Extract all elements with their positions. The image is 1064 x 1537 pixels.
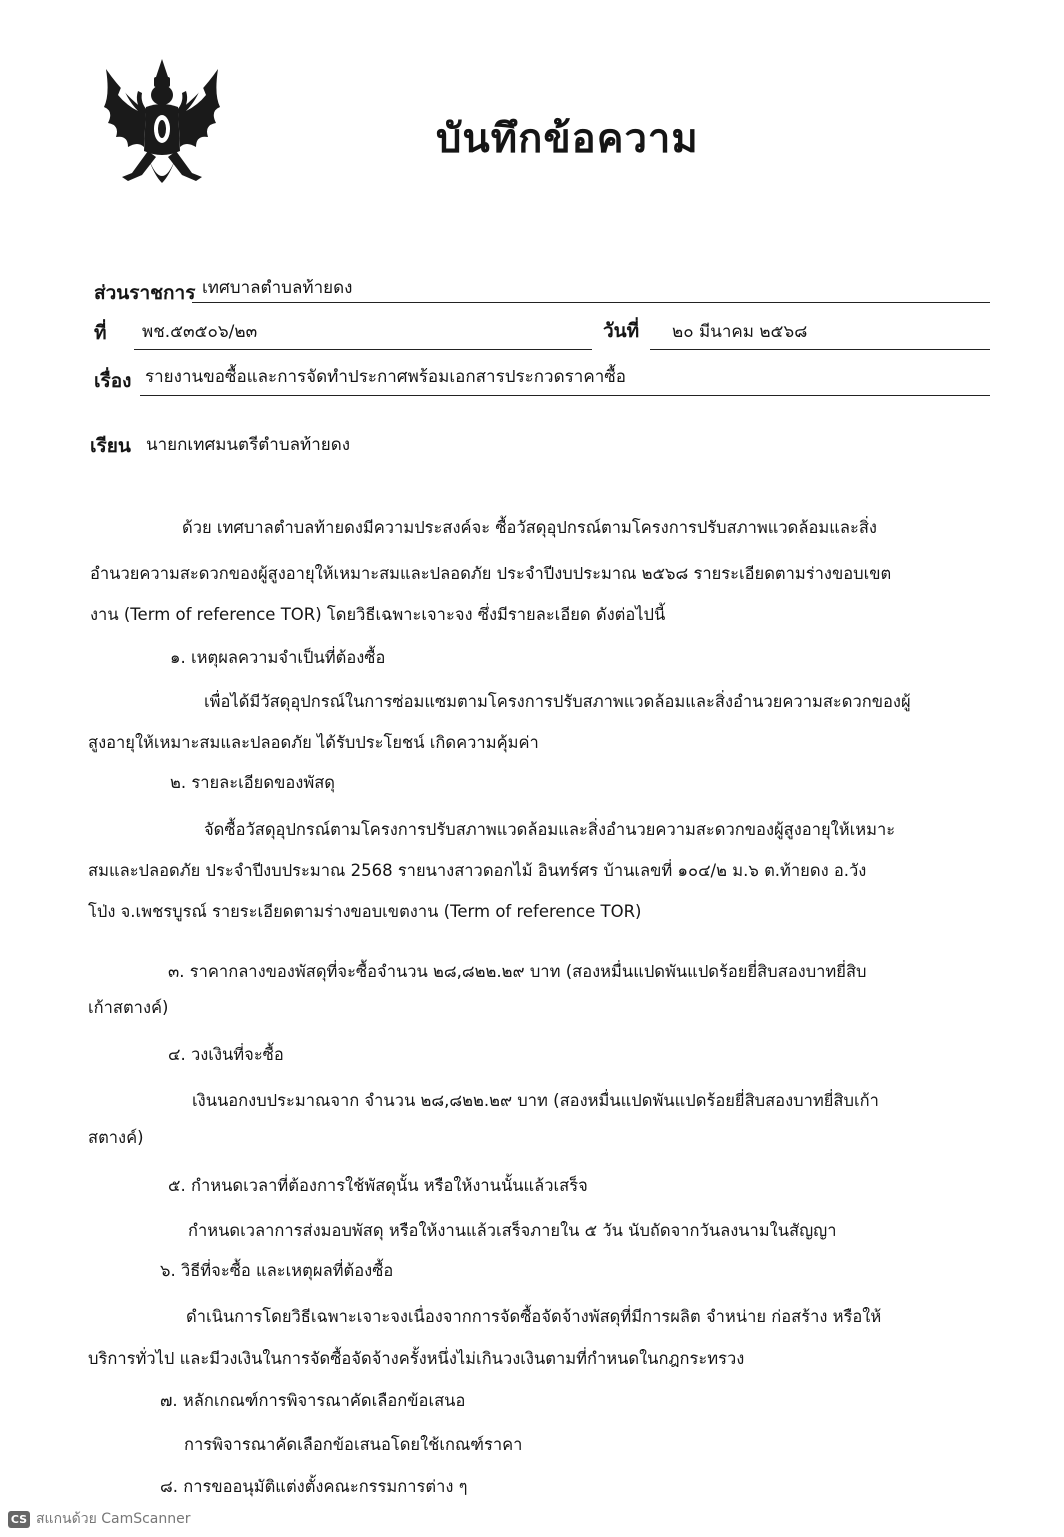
to-label: เรียน [90,435,131,457]
section-2-heading: ๒. รายละเอียดของพัสดุ [170,773,335,792]
agency-label: ส่วนราชการ [94,282,196,304]
to-value: นายกเทศมนตรีตำบลท้ายดง [146,435,351,455]
reference-rule [134,349,592,350]
section-2-line: จัดซื้อวัสดุอุปกรณ์ตามโครงการปรับสภาพแวดล้อมและสิ่งอำนวยความสะดวกของผู้สูงอายุให้เหมาะ [204,820,896,839]
reference-label: ที่ [94,322,107,344]
subject-label: เรื่อง [94,370,132,392]
subject-value: รายงานขอซื้อและการจัดทำประกาศพร้อมเอกสารประกวดราคาซื้อ [145,367,626,387]
garuda-emblem-icon [98,55,226,200]
section-2-line: สมและปลอดภัย ประจำปีงบประมาณ 2568 รายนางสาวดอกไม้ อินทร์ศร บ้านเลขที่ ๑๐๔/๒ ม.๖ ต.ท้ายดง อ.วัง [88,861,867,880]
intro-line: งาน (Term of reference TOR) โดยวิธีเฉพาะเจาะจง ซึ่งมีรายละเอียด ดังต่อไปนี้ [90,605,666,624]
reference-number: พช.๕๓๕๐๖/๒๓ [142,322,258,342]
section-6-line: ดำเนินการโดยวิธีเฉพาะเจาะจงเนื่องจากการจัดซื้อจัดจ้างพัสดุที่มีการผลิต จำหน่าย ก่อสร้าง หรือให้ [186,1307,882,1326]
section-3-line: เก้าสตางค์) [88,998,169,1017]
section-7-heading: ๗. หลักเกณฑ์การพิจารณาคัดเลือกข้อเสนอ [160,1391,466,1410]
section-6-heading: ๖. วิธีที่จะซื้อ และเหตุผลที่ต้องซื้อ [160,1261,394,1280]
subject-rule [140,395,990,396]
section-4-heading: ๔. วงเงินที่จะซื้อ [168,1045,284,1064]
section-8-heading: ๘. การขออนุมัติแต่งตั้งคณะกรรมการต่าง ๆ [160,1477,468,1496]
section-4-line: เงินนอกงบประมาณจาก จำนวน ๒๘,๘๒๒.๒๙ บาท (สองหมื่นแปดพันแปดร้อยยี่สิบสองบาทยี่สิบเก้า [192,1091,879,1110]
section-4-line: สตางค์) [88,1128,144,1147]
date-rule [650,349,990,350]
section-6-line: บริการทั่วไป และมีวงเงินในการจัดซื้อจัดจ้างครั้งหนึ่งไม่เกินวงเงินตามที่กำหนดในกฎกระทรวง [88,1349,745,1368]
document-title: บันทึกข้อความ [436,116,699,162]
section-1-line: เพื่อได้มีวัสดุอุปกรณ์ในการซ่อมแซมตามโครงการปรับสภาพแวดล้อมและสิ่งอำนวยความสะดวกของผู้ [204,692,911,711]
agency-rule [192,302,990,303]
section-7-line: การพิจารณาคัดเลือกข้อเสนอโดยใช้เกณฑ์ราคา [184,1435,523,1454]
section-3-line: ๓. ราคากลางของพัสดุที่จะซื้อจำนวน ๒๘,๘๒๒.๒๙ บาท (สองหมื่นแปดพันแปดร้อยยี่สิบสองบาทยี่สิบ [168,962,867,981]
intro-line: อำนวยความสะดวกของผู้สูงอายุให้เหมาะสมและปลอดภัย ประจำปีงบประมาณ ๒๕๖๘ รายระเอียดตามร่างขอบเขต [90,564,892,583]
section-1-heading: ๑. เหตุผลความจำเป็นที่ต้องซื้อ [170,648,386,667]
date-label: วันที่ [603,320,640,342]
section-5-line: กำหนดเวลาการส่งมอบพัสดุ หรือให้งานแล้วเสร็จภายใน ๕ วัน นับถัดจากวันลงนามในสัญญา [188,1221,837,1240]
camscanner-text: สแกนด้วย CamScanner [36,1511,191,1527]
section-2-line: โป่ง จ.เพชรบูรณ์ รายระเอียดตามร่างขอบเขตงาน (Term of reference TOR) [88,902,642,921]
section-5-heading: ๕. กำหนดเวลาที่ต้องการใช้พัสดุนั้น หรือให้งานนั้นแล้วเสร็จ [168,1176,588,1195]
camscanner-logo-icon: CS [8,1511,30,1528]
agency-value: เทศบาลตำบลท้ายดง [202,278,353,298]
section-1-line: สูงอายุให้เหมาะสมและปลอดภัย ได้รับประโยชน์ เกิดความคุ้มค่า [88,733,539,752]
date-value: ๒๐ มีนาคม ๒๕๖๘ [672,322,808,342]
camscanner-watermark [8,1508,191,1530]
intro-line: ด้วย เทศบาลตำบลท้ายดงมีความประสงค์จะ ซื้อวัสดุอุปกรณ์ตามโครงการปรับสภาพแวดล้อมและสิ่ง [182,518,877,537]
